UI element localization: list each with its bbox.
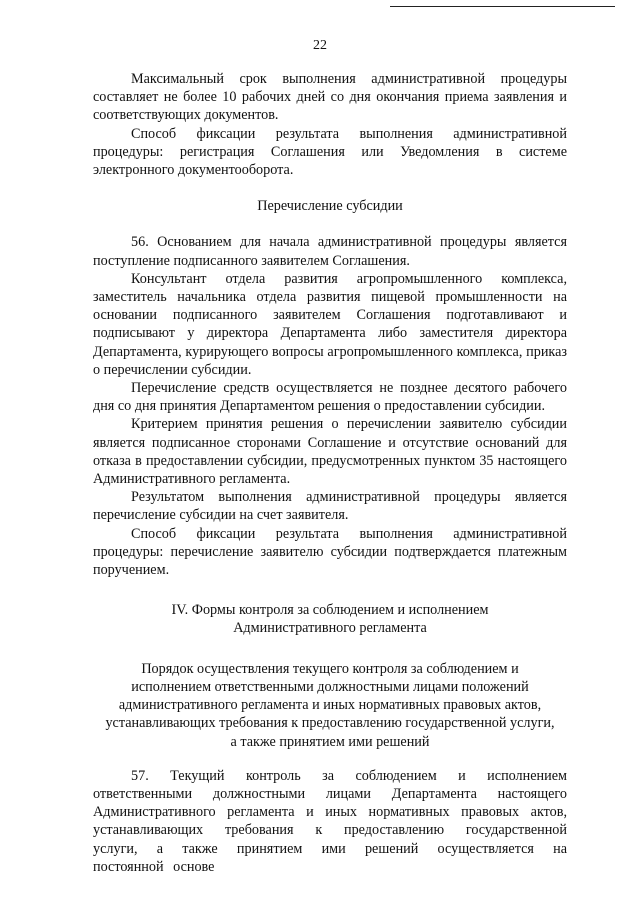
subsection-heading-current-control [93,660,567,751]
paragraph-transfer-deadline: Перечисление средств осуществляется не позднее десятого рабочего дня со дня принятия Департаментом решения о предоставлении субсидии. [93,380,567,415]
paragraph-decision-criterion: Критерием принятия решения о перечислении заявителю субсидии является подписанное сторонами Соглашение и отсутствие оснований для отказа в предоставлении субсидии, предусмотренных пунктом 35 настоящего Административного регламента. [93,416,567,488]
section-heading-iv [93,601,567,637]
top-rule [390,6,615,7]
paragraph-deadline: Максимальный срок выполнения административной процедуры составляет не более 10 рабочих дней со дня окончания приема заявления и соответствующих документов. [93,71,567,124]
subsection-heading-line-2: исполнением ответственными должностными лицами положений [131,678,529,695]
heading-subsidy-transfer: Перечисление субсидии [257,198,403,215]
paragraph-consultant: Консультант отдела развития агропромышленного комплекса, заместитель начальника отдела развития пищевой промышленности на основании подписанного заявителем Соглашения подготавливают и подписывают у директора Департамента либо заместителя директора Департамента, курирующего вопросы агропромышленного комплекса, приказ о перечислении субсидии. [93,270,567,378]
paragraph-fixation-registration: Способ фиксации результата выполнения административной процедуры: регистрация Соглашения или Уведомления в системе электронного документооборота. [93,125,567,179]
section-heading-line-2: Административного регламента [233,620,427,637]
document-body [93,70,567,876]
subsection-heading-line-3: административного регламента и иных нормативных правовых актов, [118,697,542,714]
subsection-heading-line-1: Порядок осуществления текущего контроля за соблюдением и [141,660,519,677]
paragraph-57: 57. Текущий контроль за соблюдением и исполнением ответственными должностными лицами Департамента настоящего Административного регламента и иных нормативных правовых актов, устанавливающих требования к предоставлению государственной услуги, а также принятием ими решений осуществляется на постоянной основе [93,767,567,875]
section-heading-line-1: IV. Формы контроля за соблюдением и исполнением [171,602,489,619]
page-number: 22 [313,38,327,53]
paragraph-fixation-payment: Способ фиксации результата выполнения административной процедуры: перечисление заявителю субсидии подтверждается платежным поручением. [93,525,567,579]
paragraph-procedure-result: Результатом выполнения административной процедуры является перечисление субсидии на счет заявителя. [93,489,567,524]
subsection-heading-line-4: устанавливающих требования к предоставлению государственной услуги, [105,715,555,732]
subsection-heading-line-5: а также принятием ими решений [230,733,430,750]
paragraph-56: 56. Основанием для начала административной процедуры является поступление подписанного заявителем Соглашения. [93,234,567,269]
